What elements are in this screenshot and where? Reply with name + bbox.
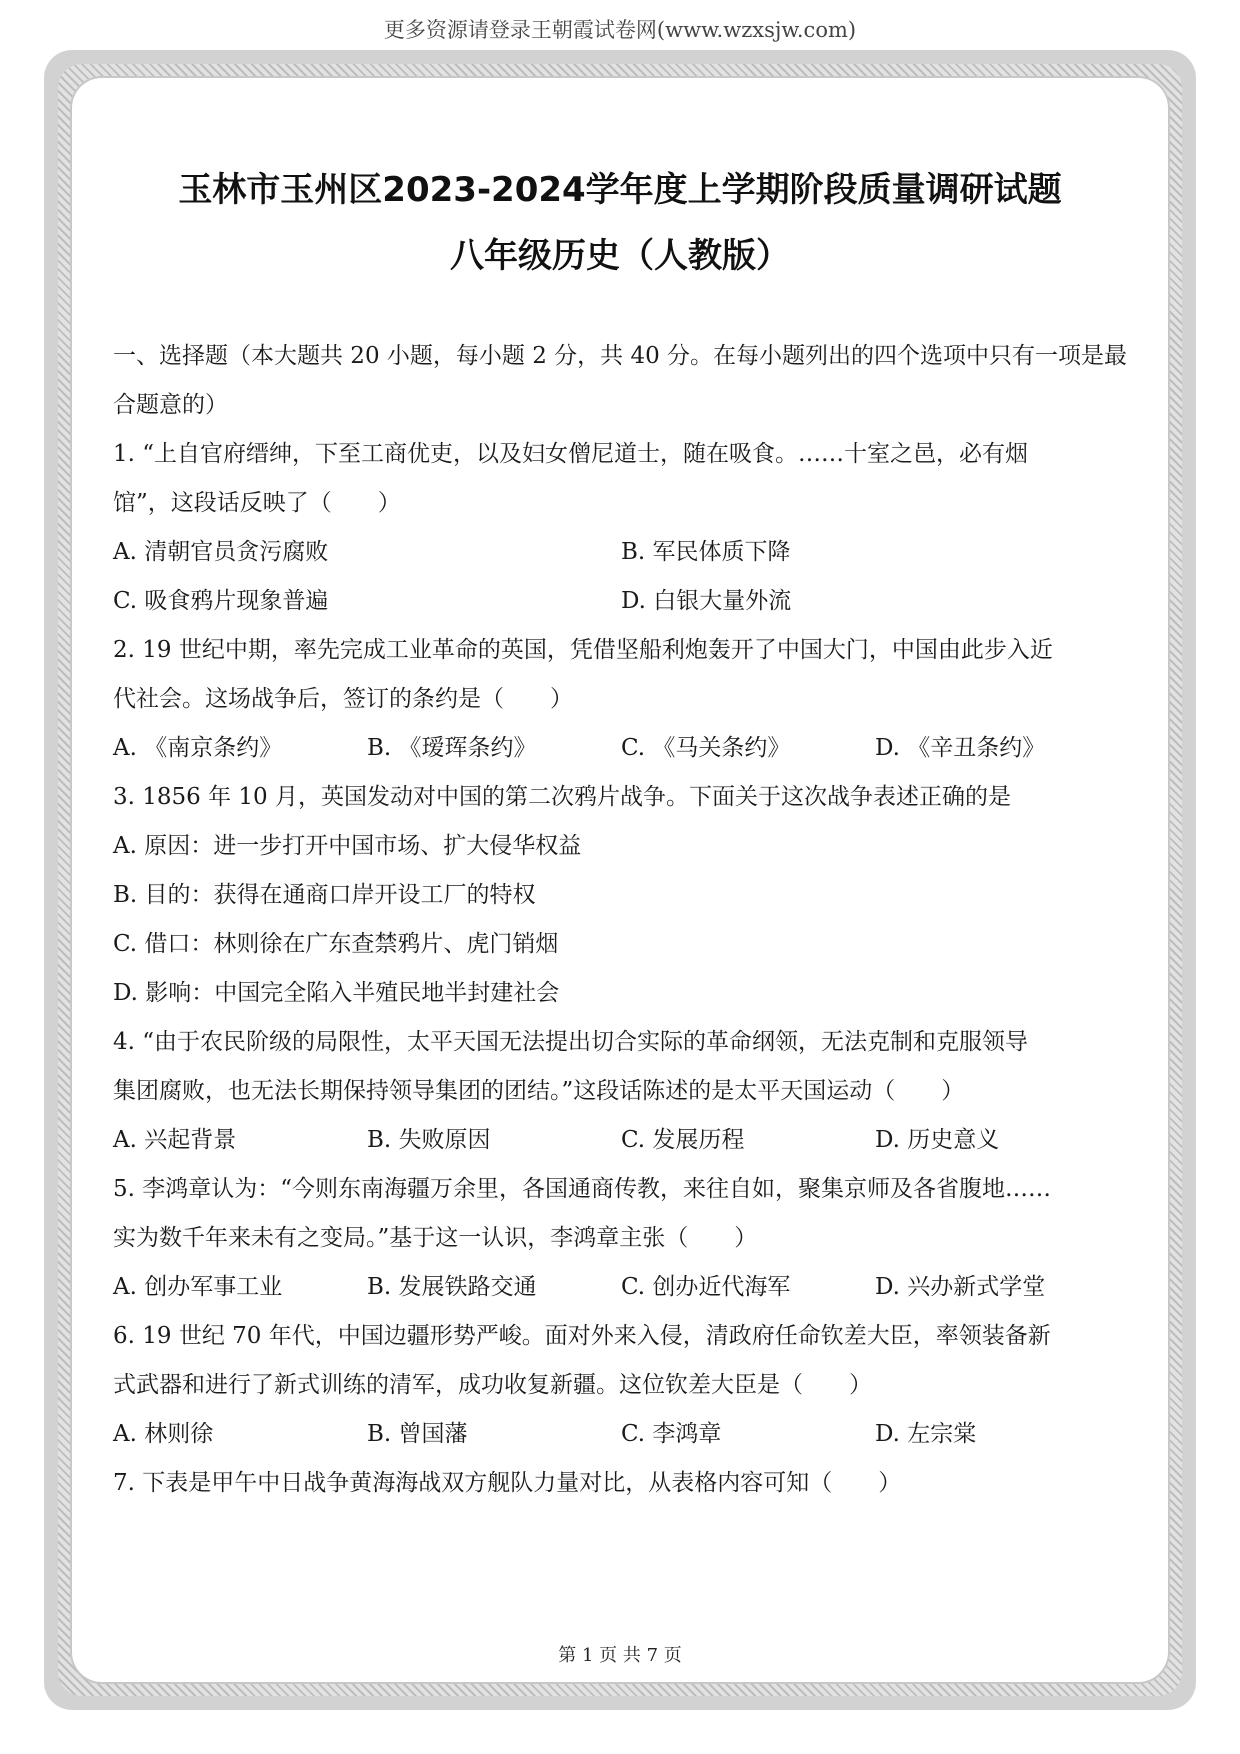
question-3-option-c: C. 借口：林则徐在广东查禁鸦片、虎门销烟 xyxy=(113,931,559,957)
question-2-option-a: A. 《南京条约》 xyxy=(113,735,283,761)
question-1-option-a: A. 清朝官员贪污腐败 xyxy=(113,539,329,565)
exam-content xyxy=(113,332,1129,1508)
question-4-option-c: C. 发展历程 xyxy=(621,1127,745,1153)
question-1-options xyxy=(113,528,1129,577)
question-1-line-1: 1. “上自官府缙绅，下至工商优吏，以及妇女僧尼道士，随在吸食。……十室之邑，必有烟 xyxy=(113,441,1029,467)
question-6-option-d: D. 左宗棠 xyxy=(875,1421,977,1447)
question-7-line-1: 7. 下表是甲午中日战争黄海海战双方舰队力量对比，从表格内容可知（ ） xyxy=(113,1470,902,1496)
question-5-option-a: A. 创办军事工业 xyxy=(113,1274,283,1300)
question-1-option-d: D. 白银大量外流 xyxy=(621,588,792,614)
question-3-option-d: D. 影响：中国完全陷入半殖民地半封建社会 xyxy=(113,980,560,1006)
question-4-option-a: A. 兴起背景 xyxy=(113,1127,237,1153)
question-2-option-c: C. 《马关条约》 xyxy=(621,735,791,761)
question-3-option-b: B. 目的：获得在通商口岸开设工厂的特权 xyxy=(113,882,536,908)
question-2-option-d: D. 《辛丑条约》 xyxy=(875,735,1046,761)
question-5-option-c: C. 创办近代海军 xyxy=(621,1274,791,1300)
question-2-line-2: 代社会。这场战争后，签订的条约是（ ） xyxy=(113,686,573,712)
question-4-line-2: 集团腐败，也无法长期保持领导集团的团结。”这段话陈述的是太平天国运动（ ） xyxy=(113,1078,965,1104)
question-5-line-1: 5. 李鸿章认为：“今则东南海疆万余里，各国通商传教，来往自如，聚集京师及各省腹地…… xyxy=(113,1176,1052,1202)
exam-title: 玉林市玉州区2023-2024学年度上学期阶段质量调研试题 xyxy=(178,170,1062,210)
question-2-line-1: 2. 19 世纪中期，率先完成工业革命的英国，凭借坚船利炮轰开了中国大门，中国由此步入近 xyxy=(113,637,1053,663)
question-1-line-2: 馆”，这段话反映了（ ） xyxy=(113,490,401,516)
question-2-options xyxy=(113,724,1129,773)
question-5-options xyxy=(113,1263,1129,1312)
question-6-option-b: B. 曾国藩 xyxy=(367,1421,468,1447)
question-3-line-1: 3. 1856 年 10 月，英国发动对中国的第二次鸦片战争。下面关于这次战争表述正确的是 xyxy=(113,784,1011,810)
question-1-options-2 xyxy=(113,577,1129,626)
question-6-options xyxy=(113,1410,1129,1459)
question-5-line-2: 实为数千年来未有之变局。”基于这一认识，李鸿章主张（ ） xyxy=(113,1225,758,1251)
question-4-option-d: D. 历史意义 xyxy=(875,1127,1000,1153)
question-4-options xyxy=(113,1116,1129,1165)
question-5-option-b: B. 发展铁路交通 xyxy=(367,1274,537,1300)
question-3-option-a: A. 原因：进一步打开中国市场、扩大侵华权益 xyxy=(113,833,582,859)
section-heading: 一、选择题（本大题共 20 小题，每小题 2 分，共 40 分。在每小题列出的四个选项中只有一项是最合题意的） xyxy=(113,343,1128,418)
question-6-line-2: 式武器和进行了新式训练的清军，成功收复新疆。这位钦差大臣是（ ） xyxy=(113,1372,872,1398)
question-4-option-b: B. 失败原因 xyxy=(367,1127,491,1153)
question-2-option-b: B. 《瑷珲条约》 xyxy=(367,735,537,761)
question-1-option-b: B. 军民体质下降 xyxy=(621,539,791,565)
header-watermark: 更多资源请登录王朝霞试卷网(www.wzxsjw.com) xyxy=(383,18,857,42)
question-1-option-c: C. 吸食鸦片现象普遍 xyxy=(113,588,329,614)
question-6-option-a: A. 林则徐 xyxy=(113,1421,214,1447)
page-number: 第 1 页 共 7 页 xyxy=(558,1645,682,1666)
question-4-line-1: 4. “由于农民阶级的局限性，太平天国无法提出切合实际的革命纲领，无法克制和克服领导 xyxy=(113,1029,1029,1055)
question-6-option-c: C. 李鸿章 xyxy=(621,1421,722,1447)
question-6-line-1: 6. 19 世纪 70 年代，中国边疆形势严峻。面对外来入侵，清政府任命钦差大臣，率领装备新 xyxy=(113,1323,1051,1349)
exam-subtitle: 八年级历史（人教版） xyxy=(450,236,790,276)
question-5-option-d: D. 兴办新式学堂 xyxy=(875,1274,1046,1300)
